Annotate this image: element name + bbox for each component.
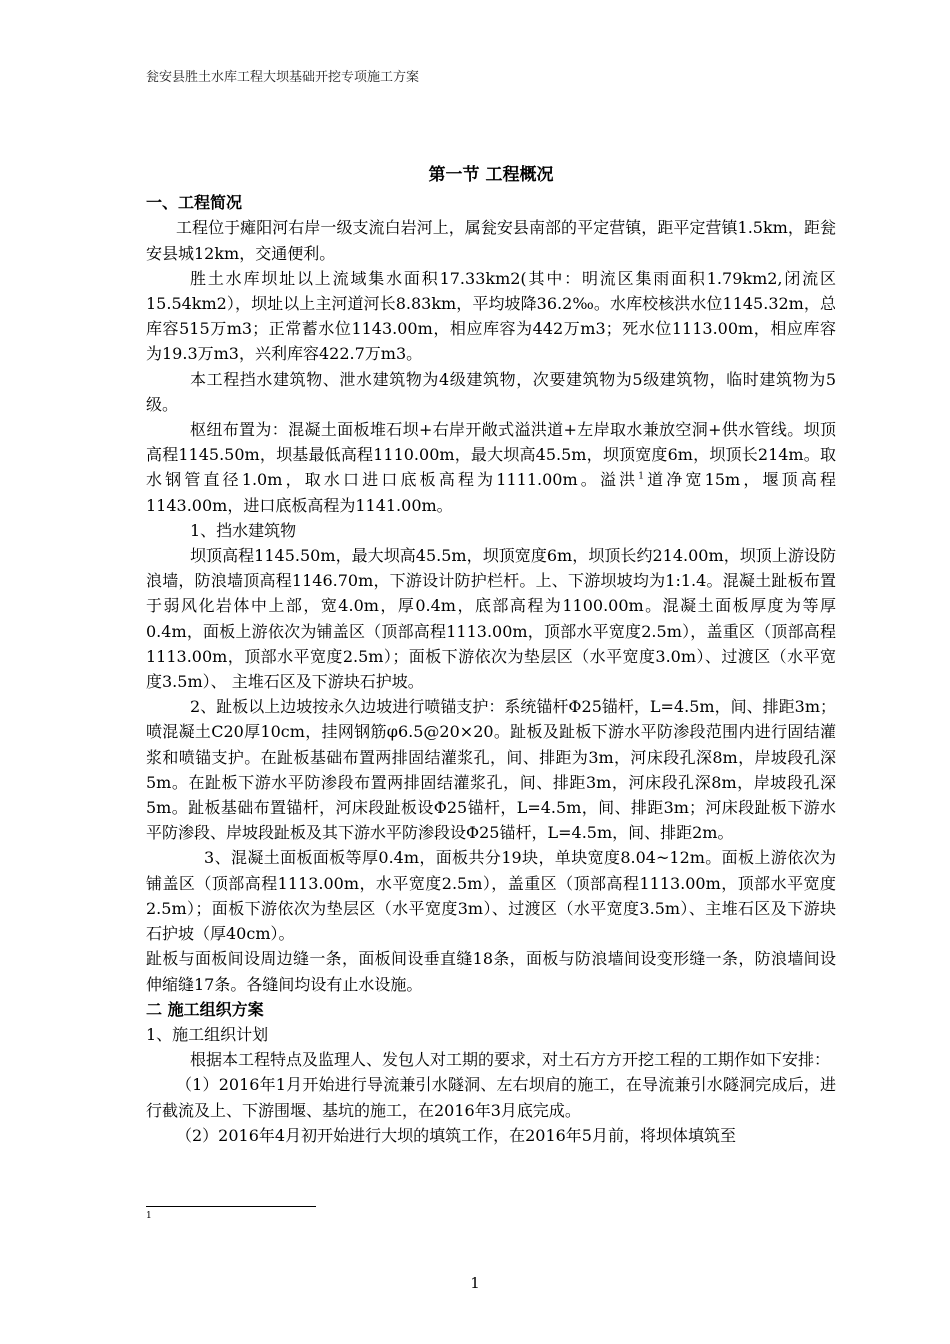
footnote-separator — [146, 1206, 316, 1207]
paragraph-dam-crest: 坝顶高程1145.50m，最大坝高45.5m，坝顶宽度6m，坝顶长约214.00m，坝顶上游设防浪墙，防浪墙顶高程1146.70m，下游设计防护栏杆。上、下游坝坡均为1:1.4。混凝土趾板布置于弱风化岩体中上部，宽4.0m，厚0.4m，底部高程为1100.00m。混凝土面板厚度为等厚0.4m，面板上游依次为铺盖区（顶部高程1113.00m，顶部水平宽度2.5m），盖重区（顶部高程1113.00m，顶部水平宽度2.5m）；面板下游依次为垫层区（水平宽度3.0m）、过渡区（水平宽度3.5m）、 主堆石区及下游块石护坡。 — [146, 546, 836, 692]
paragraph-schedule-intro: 根据本工程特点及监理人、发包人对工期的要求，对土石方方开挖工程的工期作如下安排： — [190, 1050, 831, 1070]
paragraph-joints: 趾板与面板间设周边缝一条，面板间设垂直缝18条，面板与防浪墙间设变形缝一条，防浪墙间设伸缩缝17条。各缝间均设有止水设施。 — [146, 949, 836, 994]
paragraph-concrete-face: 3、混凝土面板面板等厚0.4m，面板共分19块，单块宽度8.04~12m。面板上游依次为铺盖区（顶部高程1113.00m，水平宽度2.5m），盖重区（顶部高程1113.00m，顶部水平宽度2.5m）；面板下游依次为垫层区（水平宽度3m）、过渡区（水平宽度3.5m）、主堆石区及下游块石护坡（厚40cm）。 — [146, 848, 836, 944]
paragraph-layout — [146, 417, 836, 518]
subheading-construction-plan: 1、施工组织计划 — [146, 1024, 269, 1044]
heading-construction-organization: 二 施工组织方案 — [146, 999, 264, 1019]
footnote-reference[interactable]: 1 — [638, 472, 645, 483]
layout-text-a: 枢纽布置为：混凝土面板堆石坝+右岸开敞式溢洪道+左岸取水兼放空洞+供水管线。坝顶高程1145.50m，坝基最低高程1110.00m，最大坝高45.5m，坝顶宽度6m，坝顶长214m。取水钢管直径1.0m，取水口进口底板高程为1111.00m。溢洪 — [146, 420, 836, 490]
footnote-mark: 1 — [146, 1211, 152, 1221]
subheading-water-retaining: 1、挡水建筑物 — [190, 520, 297, 540]
paragraph-slope-support: 2、趾板以上边坡按永久边坡进行喷锚支护：系统锚杆Φ25锚杆，L=4.5m，间、排距3m；喷混凝土C20厚10cm，挂网钢筋φ6.5@20×20。趾板及趾板下游水平防渗段范围内进行固结灌浆和喷锚支护。在趾板基础布置两排固结灌浆孔，间、排距为3m，河床段孔深8m，岸坡段孔深5m。在趾板下游水平防渗段布置两排固结灌浆孔，间、排距3m，河床段孔深8m，岸坡段孔深5m。趾板基础布置锚杆，河床段趾板设Φ25锚杆，L=4.5m，间、排距3m；河床段趾板下游水平防渗段、岸坡段趾板及其下游水平防渗段设Φ25锚杆，L=4.5m，间、排距2m。 — [146, 697, 836, 843]
running-header: 瓮安县胜土水库工程大坝基础开挖专项施工方案 — [146, 70, 420, 85]
document-body — [146, 163, 836, 1148]
page-number: 1 — [470, 1274, 480, 1292]
paragraph-schedule-item-2: （2）2016年4月初开始进行大坝的填筑工作，在2016年5月前，将坝体填筑至 — [176, 1125, 736, 1145]
paragraph-location: 工程位于瘫阳河右岸一级支流白岩河上，属瓮安县南部的平定营镇，距平定营镇1.5km，距瓮安县城12km，交通便利。 — [146, 218, 836, 263]
layout-text-b: 道净宽15m，堰顶高程1143.00m，进口底板高程为1141.00m。 — [146, 470, 836, 515]
paragraph-catchment: 胜土水库坝址以上流域集水面积17.33km2(其中：明流区集雨面积1.79km2,闭流区15.54km2），坝址以上主河道河长8.83km，平均坡降36.2‰。水库校核洪水位1145.32m，总库容515万m3；正常蓄水位1143.00m，相应库容为442万m3；死水位1113.00m，相应库容为19.3万m3，兴利库容422.7万m3。 — [146, 268, 836, 364]
heading-project-overview: 一、工程简况 — [146, 193, 243, 213]
paragraph-schedule-item-1: （1）2016年1月开始进行导流兼引水隧洞、左右坝肩的施工，在导流兼引水隧洞完成后，进行截流及上、下游围堰、基坑的施工，在2016年3月底完成。 — [146, 1075, 836, 1120]
section-title: 第一节 工程概况 — [428, 165, 554, 185]
paragraph-building-grade: 本工程挡水建筑物、泄水建筑物为4级建筑物，次要建筑物为5级建筑物，临时建筑物为5级。 — [146, 369, 836, 414]
